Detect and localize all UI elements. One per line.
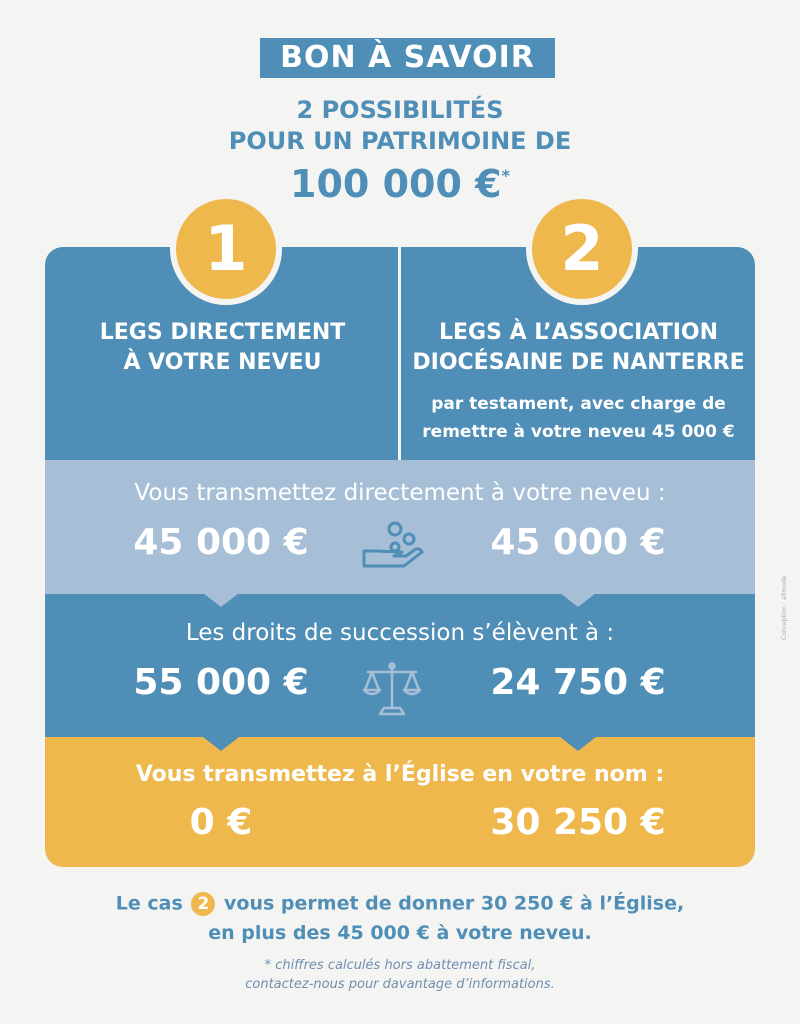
church-value-option-1: 0 € xyxy=(189,802,253,843)
chevron-down-left-1 xyxy=(203,593,239,607)
option-2-number: 2 xyxy=(526,193,638,305)
amount-asterisk: * xyxy=(501,166,510,185)
footnote-line-2: contactez-nous pour davantage d’informations. xyxy=(245,977,555,992)
option-2-subtitle-line-2: remettre à votre neveu 45 000 € xyxy=(422,422,735,442)
amount-value: 100 000 € xyxy=(290,162,502,206)
patrimony-amount xyxy=(0,162,800,206)
banner-title: BON À SAVOIR xyxy=(260,38,555,78)
transfer-value-option-1: 45 000 € xyxy=(133,522,309,563)
chevron-down-right-1 xyxy=(560,593,596,607)
footer-case-badge: 2 xyxy=(191,892,215,916)
option-2-subtitle xyxy=(402,390,755,446)
duties-value-option-1: 55 000 € xyxy=(133,662,309,703)
footer-line-2: en plus des 45 000 € à votre neveu. xyxy=(208,922,592,944)
duties-value-option-2: 24 750 € xyxy=(490,662,666,703)
transfer-value-option-2: 45 000 € xyxy=(490,522,666,563)
duties-label: Les droits de succession s’élèvent à : xyxy=(185,620,615,646)
option-1-title-line-1: LEGS DIRECTEMENT xyxy=(99,320,346,345)
options-divider xyxy=(398,247,401,460)
option-2-subtitle-line-1: par testament, avec charge de xyxy=(431,394,726,414)
footer-line-1 xyxy=(0,892,800,916)
footnote-line-1: * chiffres calculés hors abattement fiscal, xyxy=(264,958,536,973)
subtitle-line-1: 2 POSSIBILITÉS xyxy=(296,96,504,124)
footer-case-text: Le cas xyxy=(115,892,183,915)
hand-coins-icon xyxy=(360,518,426,568)
option-2-title xyxy=(402,318,755,378)
church-label: Vous transmettez à l’Église en votre nom : xyxy=(135,762,665,787)
design-credit: Conception : altmode xyxy=(781,575,788,640)
scales-icon xyxy=(362,660,422,718)
option-2-title-line-2: DIOCÉSAINE DE NANTERRE xyxy=(412,350,745,375)
option-1-title-line-2: À VOTRE NEVEU xyxy=(123,350,322,375)
footer-donation-text: vous permet de donner 30 250 € à l’Église, xyxy=(224,892,685,915)
option-1-number: 1 xyxy=(170,193,282,305)
transfer-label: Vous transmettez directement à votre neveu : xyxy=(134,480,666,506)
option-1-title xyxy=(50,318,395,378)
subtitle-line-2: POUR UN PATRIMOINE DE xyxy=(228,127,572,155)
option-2-title-line-1: LEGS À L’ASSOCIATION xyxy=(439,320,718,345)
church-value-option-2: 30 250 € xyxy=(490,802,666,843)
chevron-down-right-2 xyxy=(560,737,596,751)
chevron-down-left-2 xyxy=(203,737,239,751)
